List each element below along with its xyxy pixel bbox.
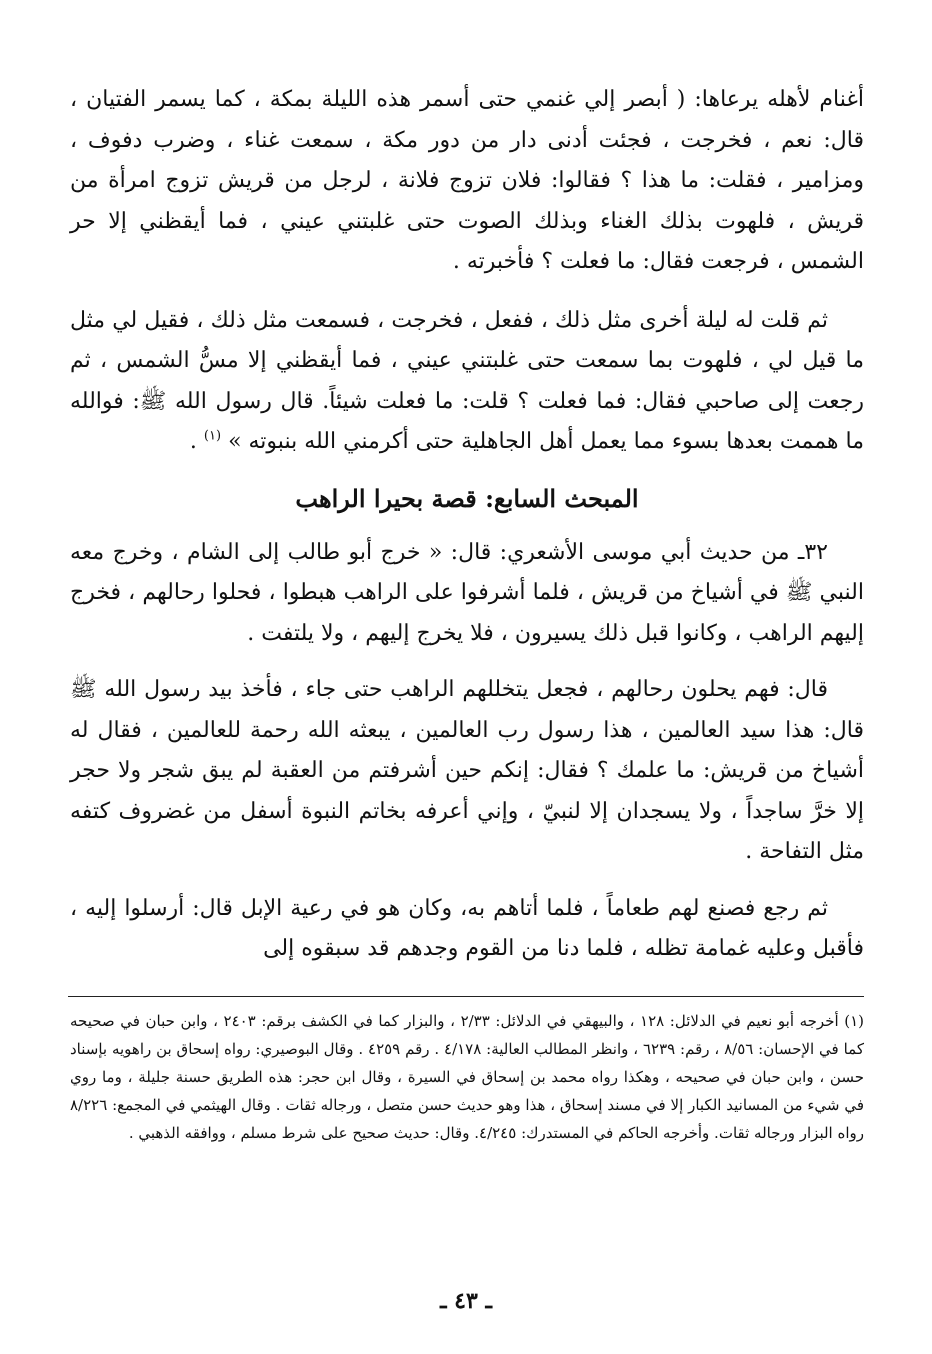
book-page <box>70 80 864 1354</box>
section-heading: المبحث السابع: قصة بحيرا الراهب <box>295 483 639 513</box>
body-paragraph-1: أغنام لأهله يرعاها: ( أبصر إلي غنمي حتى أسمر هذه الليلة بمكة ، كما يسمر الفتيان ، قال: نعم ، فخرجت ، فجئت أدنى دار من دور مكة ، سمعت غناء ، وضرب دفوف ، ومزامير ، فقلت: ما هذا ؟ فقالوا: فلان تزوج فلانة ، لرجل من قريش تزوج امرأة من قريش ، فلهوت بذلك الغناء وبذلك الصوت حتى غلبتني عيني ، فما أيقظني إلا حر الشمس ، فرجعت فقال: ما فعلت ؟ فأخبرته . <box>70 87 864 274</box>
body-paragraph-2-end: . <box>189 429 204 454</box>
body-paragraph-2 <box>70 301 864 463</box>
page-number: ـ ٤٣ ـ <box>440 1288 492 1314</box>
footnote-text: (١) أخرجه أبو نعيم في الدلائل: ١٢٨ ، والبيهقي في الدلائل: ٢/٣٣ ، والبزار كما في الكشف برقم: ٢٤٠٣ ، وابن حبان في صحيحه كما في الإحسان: ٨/٥٦ ، رقم: ٦٢٣٩ ، وانظر المطالب العالية: ٤/١٧٨ . رقم ٤٢٥٩ . وقال البوصيري: رواه إسحاق بن راهويه بإسناد حسن ، وابن حبان في صحيحه ، وهكذا رواه محمد بن إسحاق في السيرة ، وقال ابن حجر: هذه الطريق حسنة جليلة ، وما روي في شيء من المسانيد الكبار إلا في مسند إسحاق ، هذا وهو حديث حسن متصل ، ورجاله ثقات . وقال الهيثمي في المجمع: ٨/٢٢٦ رواه البزار ورجاله ثقات. وأخرجه الحاكم في المستدرك: ٤/٢٤٥. وقال: حديث صحيح على شرط مسلم ، ووافقه الذهبي . <box>70 1011 864 1142</box>
hadith-paragraph-3: ثم رجع فصنع لهم طعاماً ، فلما أتاهم به، وكان هو في رعية الإبل قال: أرسلوا إليه ، فأقبل وعليه غمامة تظله ، فلما دنا من القوم وجدهم قد سبقوه إلى <box>70 895 864 961</box>
body-paragraph-2-text: ثم قلت له ليلة أخرى مثل ذلك ، ففعل ، فخرجت ، فسمعت مثل ذلك ، فقيل لي مثل ما قيل لي ، فلهوت بما سمعت حتى غلبتني عيني ، فما أيقظني إلا مسُّ الشمس ، ثم رجعت إلى صاحبي فقال: فما فعلت ؟ قلت: ما فعلت شيئاً. قال رسول الله ﷺ: فوالله ما هممت بعدها بسوء مما يعمل أهل الجاهلية حتى أكرمني الله بنبوته » <box>70 307 864 454</box>
footnote-reference: (١) <box>203 428 222 444</box>
hadith-paragraph-1: ٣٢ـ من حديث أبي موسى الأشعري: قال: « خرج أبو طالب إلى الشام ، وخرج معه النبي ﷺ في أشياخ من قريش ، فلما أشرفوا على الراهب هبطوا ، فحلوا رحالهم ، فخرج إليهم الراهب ، وكانوا قبل ذلك يسيرون ، فلا يخرج إليهم ، ولا يلتفت . <box>70 539 864 646</box>
footnote-divider <box>68 996 864 997</box>
hadith-paragraph-2: قال: فهم يحلون رحالهم ، فجعل يتخللهم الراهب حتى جاء ، فأخذ بيد رسول الله ﷺ قال: هذا سيد العالمين ، هذا رسول رب العالمين ، يبعثه الله رحمة للعالمين ، فقال له أشياخ من قريش: ما علمك ؟ فقال: إنكم حين أشرفتم من العقبة لم يبق شجر ولا حجر إلا خرَّ ساجداً ، ولا يسجدان إلا لنبيّ ، وإني أعرفه بخاتم النبوة أسفل من غضروف كتفه مثل التفاحة . <box>70 677 864 864</box>
